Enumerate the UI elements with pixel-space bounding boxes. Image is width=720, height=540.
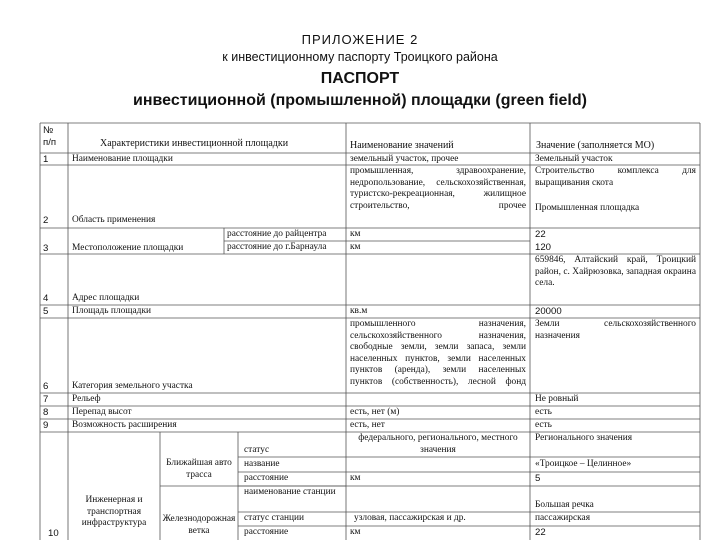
row-5-num: 5	[43, 306, 49, 317]
header-characteristic: Характеристики инвестиционной площадки	[100, 138, 289, 149]
row-3-value-2: 120	[535, 242, 552, 253]
road-status-label: статус	[244, 445, 270, 455]
row-6-num: 6	[43, 381, 49, 392]
road-distance-label: расстояние	[244, 473, 289, 483]
row-8-name: Перепад высот	[72, 407, 132, 417]
road-distance-value: 5	[535, 473, 541, 484]
row-7-value: Не ровный	[535, 394, 579, 404]
rail-status-value: пассажирская	[535, 513, 591, 523]
row-6-name: Категория земельного участка	[72, 381, 193, 391]
row-2-num: 2	[43, 215, 49, 226]
row-1-value-name: земельный участок, прочее	[350, 154, 459, 164]
row-8-value: есть	[535, 407, 552, 417]
passport-subtitle: инвестиционной (промышленной) площадки (green field)	[133, 92, 587, 109]
row-3-num: 3	[43, 243, 49, 254]
rail-status-options: узловая, пассажирская и др.	[354, 513, 466, 523]
row-4-name: Адрес площадки	[72, 293, 140, 303]
road-status-value: Регионального значения	[535, 433, 633, 443]
row-3-sub-1: расстояние до райцентра	[227, 229, 327, 239]
row-7-name: Рельеф	[72, 394, 101, 404]
row-10-num: 10	[48, 528, 59, 539]
row-5-name: Площадь площадки	[72, 306, 152, 316]
row-9-num: 9	[43, 420, 49, 431]
nearest-road-label: Ближайшая авто трасса	[166, 458, 232, 480]
road-distance-unit: км	[350, 473, 361, 483]
rail-station-label: наименование станции	[244, 487, 336, 497]
road-name-label: название	[244, 459, 280, 469]
row-2-name: Область применения	[72, 215, 156, 225]
row-10-name: Инженерная и транспортная инфраструктура	[81, 495, 147, 529]
row-5-value: 20000	[535, 306, 562, 317]
row-6-value: Земли сельскохозяйственного назначения	[535, 319, 696, 341]
passport-title: ПАСПОРТ	[320, 70, 400, 87]
rail-station-value: Большая речка	[535, 500, 594, 510]
row-8-value-name: есть, нет (м)	[350, 407, 400, 417]
row-3-unit-2: км	[350, 242, 361, 252]
row-9-value: есть	[535, 420, 552, 430]
rail-distance-unit: км	[350, 527, 361, 537]
row-1-value: Земельный участок	[535, 154, 613, 164]
row-6-value-name: промышленного назначения, сельскохозяйственного назначения, свободные земли, земли запаса, земли населенных пунктов, земли населенных пунктов (аренда), земли населенных пунктов (собственность), лесной фонд	[350, 319, 526, 387]
row-9-name: Возможность расширения	[72, 420, 177, 430]
row-1-num: 1	[43, 154, 49, 165]
row-3-sub-2: расстояние до г.Барнаула	[227, 242, 327, 252]
row-3-unit-1: км	[350, 229, 361, 239]
row-4-value: 659846, Алтайский край, Троицкий район, с. Хайрюзовка, западная окраина села.	[535, 255, 696, 289]
railway-label: Железнодорожная ветка	[162, 514, 236, 536]
road-name-value: «Троицкое – Целинное»	[535, 459, 632, 469]
row-3-name: Местоположение площадки	[72, 243, 184, 253]
row-5-value-name: кв.м	[350, 306, 368, 316]
header-value-name: Наименование значений	[350, 140, 454, 151]
annex-subtitle: к инвестиционному паспорту Троицкого района	[222, 50, 498, 64]
header-num: № п/п	[43, 125, 57, 148]
row-1-name: Наименование площадки	[72, 154, 173, 164]
rail-distance-label: расстояние	[244, 527, 289, 537]
rail-status-label: статус станции	[244, 513, 305, 523]
row-3-value-1: 22	[535, 229, 546, 240]
row-4-num: 4	[43, 293, 49, 304]
row-9-value-name: есть, нет	[350, 420, 385, 430]
rail-distance-value: 22	[535, 527, 546, 538]
annex-label: ПРИЛОЖЕНИЕ 2	[301, 32, 419, 47]
road-status-options: федерального, регионального, местного значения	[358, 433, 518, 455]
row-7-num: 7	[43, 394, 49, 405]
header-value: Значение (заполняется МО)	[536, 140, 655, 151]
row-8-num: 8	[43, 407, 49, 418]
row-2-value-2: Промышленная площадка	[535, 203, 640, 213]
row-2-value: Строительство комплекса для выращивания скота	[535, 166, 696, 188]
row-2-value-name: промышленная, здравоохранение, недропользование, сельскохозяйственная, туристско-рекреационная, жилищное строительство, прочее	[350, 166, 526, 211]
